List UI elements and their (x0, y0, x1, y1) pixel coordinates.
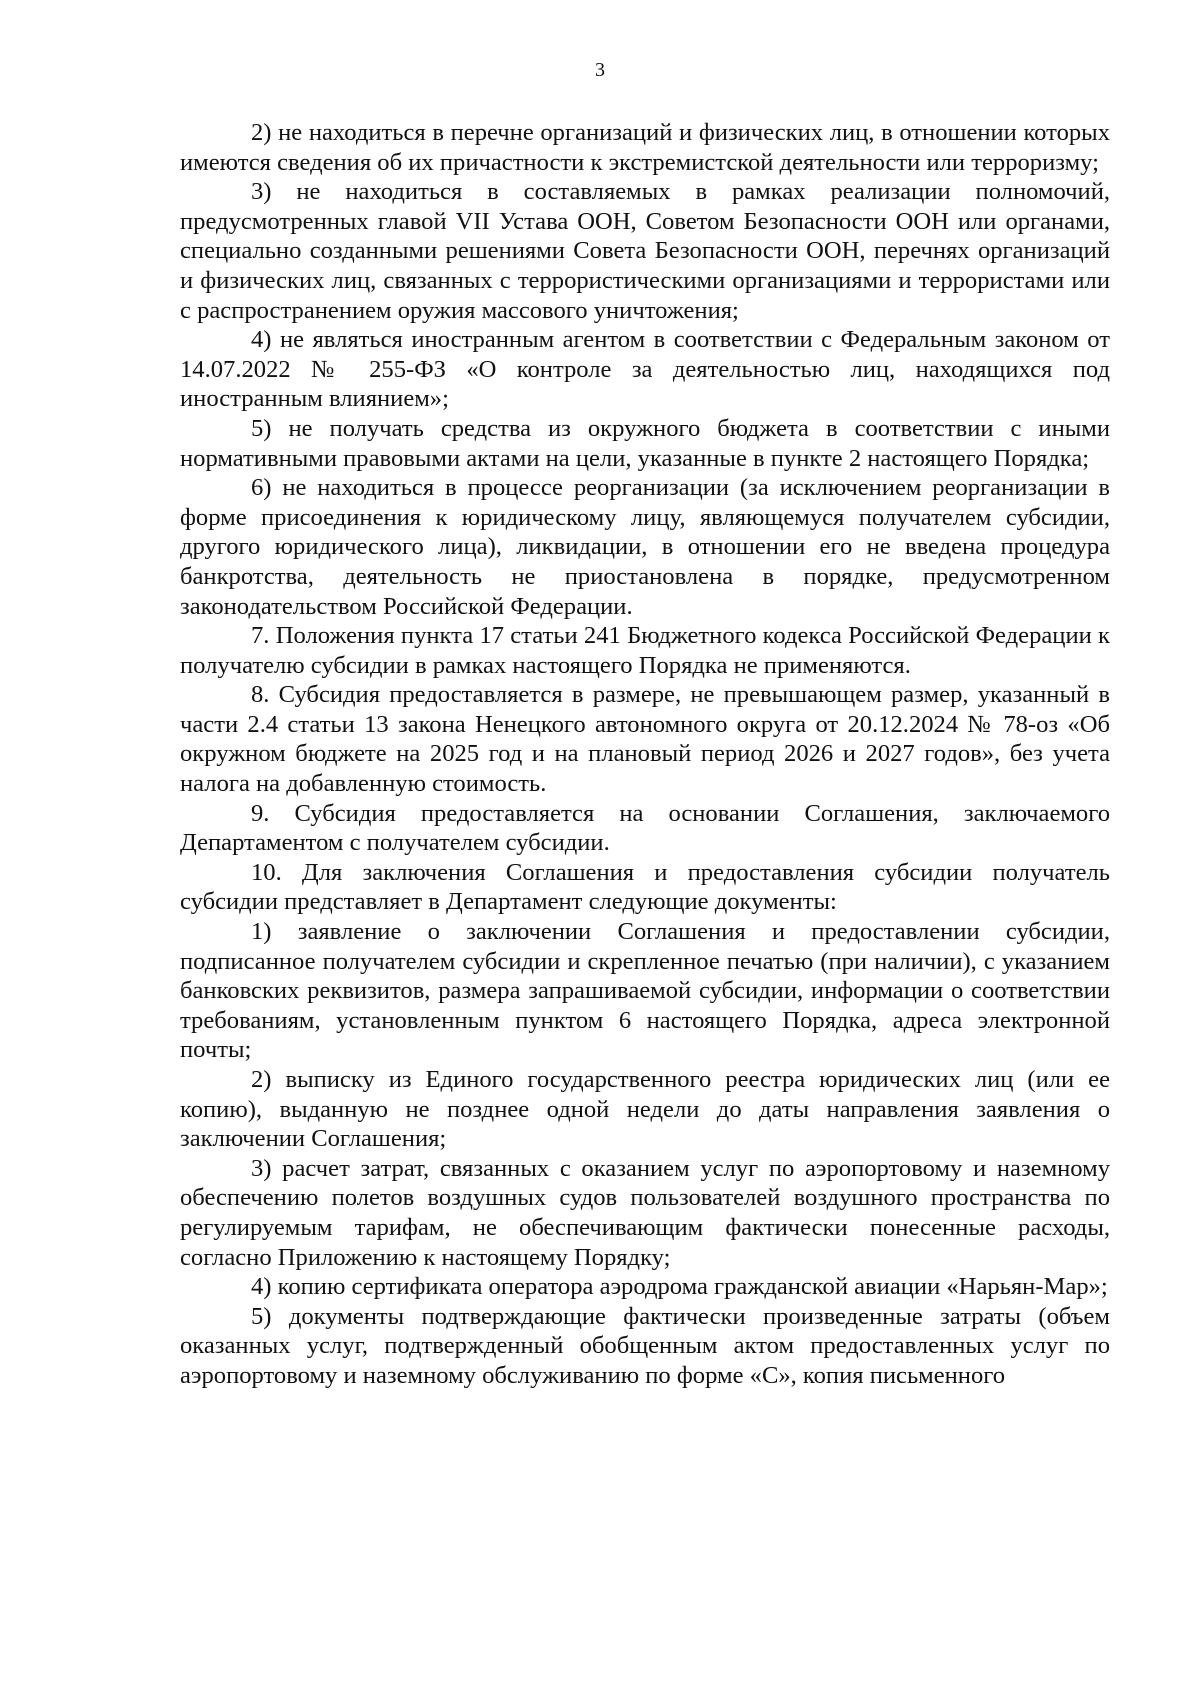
paragraph: 5) документы подтверждающие фактически произведенные затраты (объем оказанных услуг, подтвержденный обобщенным актом предоставленных услуг по аэропортовому и наземному обслуживанию по форме «С», копия письменного (180, 1302, 1110, 1389)
paragraph: 1) заявление о заключении Соглашения и предоставлении субсидии, подписанное получателем субсидии и скрепленное печатью (при наличии), с указанием банковских реквизитов, размера запрашиваемой субсидии, информации о соответствии требованиям, установленным пунктом 6 настоящего Порядка, адреса электронной почты; (180, 918, 1110, 1064)
paragraph: 3) расчет затрат, связанных с оказанием услуг по аэропортовому и наземному обеспечению полетов воздушных судов пользователей воздушного пространства по регулируемым тарифам, не обеспечивающим фактически понесенные расходы, согласно Приложению к настоящему Порядку; (180, 1154, 1110, 1271)
paragraph: 3) не находиться в составляемых в рамках реализации полномочий, предусмотренных главой VII Устава ООН, Советом Безопасности ООН или органами, специально созданными решениями Совета Безопасности ООН, перечнях организаций и физических лиц, связанных с террористическими организациями и террористами или с распространением оружия массового уничтожения; (180, 178, 1110, 324)
paragraph: 5) не получать средства из окружного бюджета в соответствии с иными нормативными правовыми актами на цели, указанные в пункте 2 настоящего Порядка; (180, 414, 1110, 472)
paragraph: 7. Положения пункта 17 статьи 241 Бюджетного кодекса Российской Федерации к получателю субсидии в рамках настоящего Порядка не применяются. (180, 622, 1110, 679)
paragraph: 2) не находиться в перечне организаций и физических лиц, в отношении которых имеются сведения об их причастности к экстремистской деятельности или терроризму; (180, 119, 1110, 176)
paragraph: 10. Для заключения Соглашения и предоставления субсидии получатель субсидии представляет в Департамент следующие документы: (180, 858, 1110, 916)
paragraph: 4) не являться иностранным агентом в соответствии с Федеральным законом от 14.07.2022 № 255-ФЗ «О контроле за деятельностью лиц, находящихся под иностранным влиянием»; (180, 326, 1110, 413)
paragraph: 2) выписку из Единого государственного реестра юридических лиц (или ее копию), выданную не позднее одной недели до даты направления заявления о заключении Соглашения; (180, 1066, 1110, 1153)
page-number: 3 (595, 59, 605, 81)
paragraph: 9. Субсидия предоставляется на основании Соглашения, заключаемого Департаментом с получателем субсидии. (180, 799, 1110, 857)
document-body (180, 118, 1110, 1391)
paragraph: 8. Субсидия предоставляется в размере, не превышающем размер, указанный в части 2.4 статьи 13 закона Ненецкого автономного округа от 20.12.2024 № 78-оз «Об окружном бюджете на 2025 год и на плановый период 2026 и 2027 годов», без учета налога на добавленную стоимость. (180, 681, 1110, 798)
paragraph: 6) не находиться в процессе реорганизации (за исключением реорганизации в форме присоединения к юридическому лицу, являющемуся получателем субсидии, другого юридического лица), ликвидации, в отношении его не введена процедура банкротства, деятельность не приостановлена в порядке, предусмотренном законодательством Российской Федерации. (180, 474, 1110, 620)
paragraph: 4) копию сертификата оператора аэродрома гражданской авиации «Нарьян-Мар»; (251, 1273, 1108, 1301)
